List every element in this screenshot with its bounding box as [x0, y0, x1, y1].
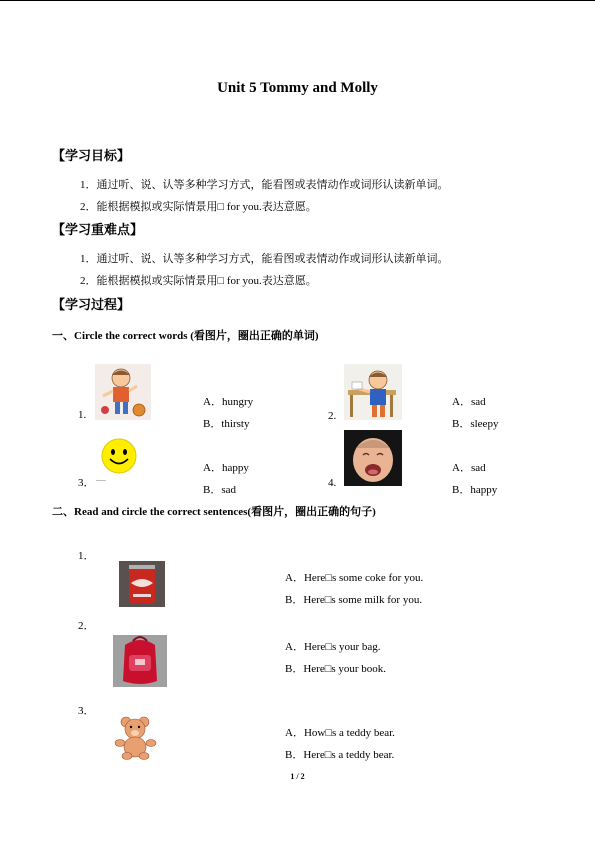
laughing-baby-image [344, 430, 402, 486]
part2-q1-option-b[interactable]: B．Here□s some milk for you. [285, 594, 423, 606]
goal-item: 1．通过听、说、认等多种学习方式，能看图或表情动作或词形认读新单词。 [80, 179, 449, 191]
part2-q2-option-b[interactable]: B．Here□s your book. [285, 663, 387, 675]
top-border-line [0, 0, 595, 1]
goal-item: 2．能根据模拟或实际情景用□ for you.表达意愿。 [80, 201, 317, 213]
page-title: Unit 5 Tommy and Molly [217, 80, 378, 96]
teddy-bear-image [113, 714, 159, 760]
part2-q3-number: 3． [78, 705, 95, 717]
part1-q2-option-b[interactable]: B．sleepy [452, 418, 499, 430]
part2-heading: 二、Read and circle the correct sentences(看图片，圈出正确的句子) [52, 506, 376, 518]
key-points-heading: 【学习重难点】 [52, 222, 144, 237]
part2-q3-option-b[interactable]: B．Here□s a teddy bear. [285, 749, 395, 761]
part2-q2-number: 2． [78, 620, 95, 632]
part1-q1-option-a[interactable]: A．hungry [203, 396, 254, 408]
school-bag-image [113, 635, 167, 687]
part2-q1-number: 1． [78, 550, 95, 562]
hungry-boy-image [95, 364, 151, 420]
part1-heading: 一、Circle the correct words (看图片，圈出正确的单词) [52, 330, 319, 342]
sleepy-boy-image [344, 364, 402, 420]
smiley-face-image [101, 438, 137, 474]
page-number: 1 / 2 [290, 772, 305, 781]
part1-q4-option-a[interactable]: A．sad [452, 462, 486, 474]
part1-q1-option-b[interactable]: B．thirsty [203, 418, 250, 430]
part1-q4-option-b[interactable]: B．happy [452, 484, 498, 496]
coke-can-image [119, 561, 165, 607]
part2-q2-option-a[interactable]: A．Here□s your bag. [285, 641, 381, 653]
part1-q2-option-a[interactable]: A．sad [452, 396, 486, 408]
blank-line [96, 480, 106, 481]
part2-q1-option-a[interactable]: A．Here□s some coke for you. [285, 572, 424, 584]
part1-q2-number: 2. [328, 410, 337, 422]
key-point-item: 1．通过听、说、认等多种学习方式，能看图或表情动作或词形认读新单词。 [80, 253, 449, 265]
part1-q3-number: 3． [78, 477, 95, 489]
part1-q3-option-a[interactable]: A．happy [203, 462, 249, 474]
part1-q1-number: 1. [78, 409, 87, 421]
part2-q3-option-a[interactable]: A．How□s a teddy bear. [285, 727, 395, 739]
goals-heading: 【学习目标】 [52, 148, 131, 163]
part1-q4-number: 4. [328, 477, 337, 489]
process-heading: 【学习过程】 [52, 297, 131, 312]
part1-q3-option-b[interactable]: B．sad [203, 484, 236, 496]
key-point-item: 2．能根据模拟或实际情景用□ for you.表达意愿。 [80, 275, 317, 287]
